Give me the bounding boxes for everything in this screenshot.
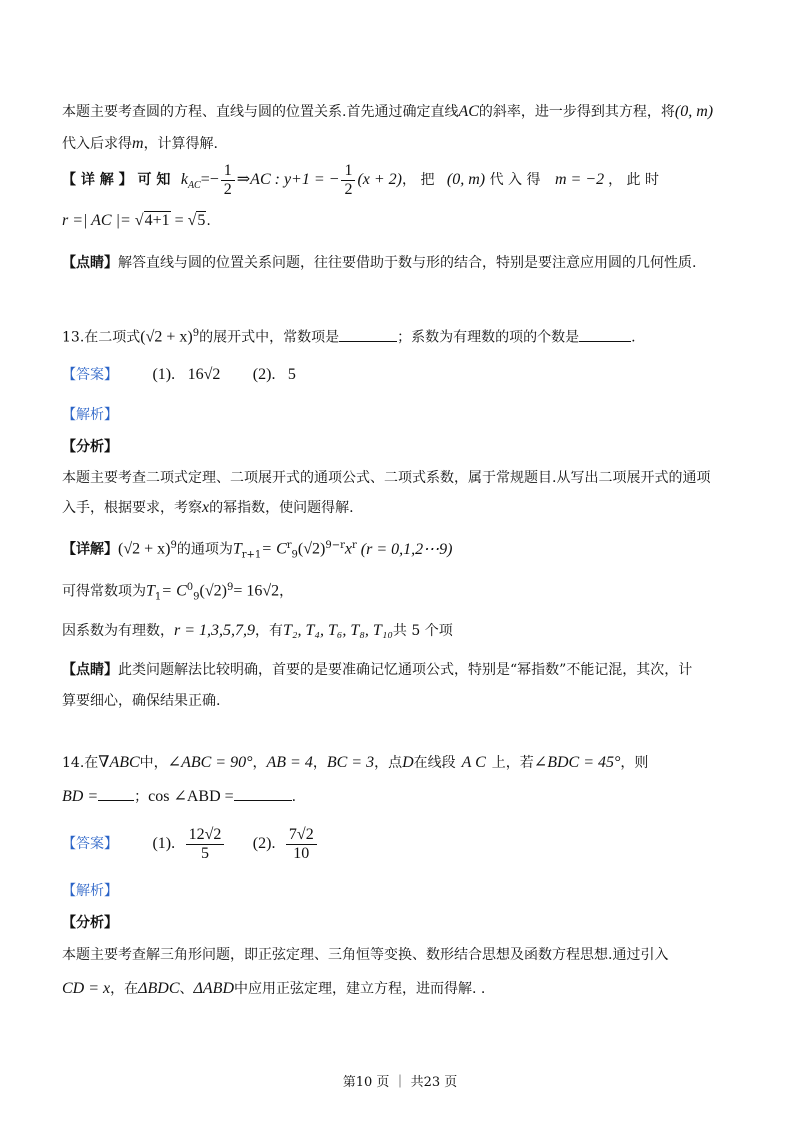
math: = √ — [170, 212, 197, 229]
text: 中， — [139, 755, 168, 771]
q14-fenxi-line-1: 本题主要考查解三角形问题，即正弦定理、三角恒等变换、数形结合思想及函数方程思想.通过引入 — [62, 947, 669, 963]
text: . — [291, 789, 297, 805]
analysis-line-2 — [62, 133, 218, 155]
detail-line-1 — [62, 160, 659, 206]
math: 9 — [192, 328, 200, 339]
q14-stem-line-2 — [62, 786, 296, 808]
math: m = −2 — [554, 171, 605, 188]
answer-value: 5 — [287, 366, 296, 383]
math: = 16√2 — [233, 582, 280, 600]
math: BC = 3 — [326, 754, 375, 771]
math: 9 — [170, 540, 177, 551]
math: ∇ABC — [98, 754, 140, 771]
text: 中应用正弦定理，建立方程，进而得解. . — [234, 981, 486, 997]
denominator: 10 — [293, 844, 310, 862]
text: 入手，根据要求，考察 — [62, 500, 202, 516]
math: (x + 2) — [357, 171, 402, 188]
text: 的通项为 — [176, 541, 233, 558]
q13-fenxi-line-2 — [62, 497, 354, 519]
numerator: 7√2 — [286, 826, 317, 845]
math: ∠BDC = 45° — [533, 754, 621, 771]
math: (√2 + x) — [140, 328, 193, 346]
math: (r = 0,1,2⋯9) — [360, 540, 453, 558]
text: 可得常数项为 — [62, 583, 146, 600]
math: (√2 + x) — [118, 540, 171, 558]
fraction-half: $\frac{1}{2}$ — [221, 162, 235, 199]
q13-rational-line — [62, 620, 453, 642]
q13-note-line-1 — [62, 659, 692, 681]
denominator: 5 — [200, 844, 209, 862]
fraction-half: $\frac{1}{2}$ — [341, 162, 355, 199]
math: D — [402, 754, 414, 771]
math: x — [202, 499, 210, 516]
k: k — [180, 171, 188, 188]
q13-answer — [62, 364, 296, 386]
answer-tag: 【答案】 — [62, 836, 118, 852]
math: 9 — [193, 591, 200, 603]
math: r+1 — [241, 549, 262, 561]
text: ， 此 时 — [608, 172, 659, 188]
k-sub: AC — [187, 180, 201, 192]
math: 9−r — [325, 540, 345, 551]
math: CD = x — [62, 980, 111, 997]
text: 解答直线与圆的位置关系问题，往往要借助于数与形的结合，特别是要注意应用圆的几何性质. — [118, 255, 697, 271]
answer-tag: 【答案】 — [62, 367, 118, 383]
page-footer: 第10 页 ｜ 共23 页 — [342, 1075, 458, 1090]
text: ； — [134, 789, 149, 805]
text: 、 — [179, 981, 194, 997]
math: r — [351, 540, 357, 551]
math: r — [286, 540, 292, 551]
math: ΔBDC — [138, 980, 180, 997]
answer-value: 16√2 — [187, 366, 221, 383]
answer-label: (1). — [152, 366, 176, 383]
q14-fenxi-line-2 — [62, 978, 485, 1000]
q13-const-line — [62, 577, 293, 608]
q13-detail-line — [62, 535, 452, 566]
math: A C — [461, 754, 486, 771]
q14-fenxi-tag: 【分析】 — [62, 915, 118, 931]
math: T — [146, 582, 155, 600]
q13-stem — [62, 323, 636, 349]
answer-blank — [234, 786, 292, 801]
note-tag: 【点睛】 — [62, 255, 118, 271]
math: r = 1,3,5,7,9 — [174, 622, 256, 639]
text: ，点 — [374, 755, 403, 771]
math: (0, m) — [446, 171, 486, 188]
math: T₂, T₄, T₆, T₈, T₁₀ — [283, 622, 393, 639]
math: BD = — [62, 788, 99, 805]
math: (0, m) — [674, 103, 714, 120]
k-ac — [180, 171, 201, 192]
q14-answer — [62, 822, 319, 866]
text: ，则 — [620, 755, 649, 771]
text: 在线段 — [413, 755, 456, 771]
text: ， 把 — [402, 172, 435, 188]
text: 14.在 — [62, 755, 99, 771]
text: 13.在二项式 — [62, 329, 141, 346]
answer-label: (2). — [252, 366, 276, 383]
math: cos ∠ABD = — [148, 788, 234, 805]
math: (√2) — [297, 540, 326, 558]
math: m — [132, 135, 144, 152]
answer-blank — [579, 327, 631, 342]
text: ，有 — [255, 623, 284, 639]
text: 代入后求得 — [62, 136, 132, 152]
text: ，计算得解. — [143, 136, 219, 152]
math: ΔABD — [193, 980, 235, 997]
arrow: ⇒ — [236, 171, 251, 188]
text: 的展开式中，常数项是 — [199, 329, 340, 346]
text: . — [631, 329, 636, 346]
math: AC — [458, 103, 479, 120]
detail-tag: 【详解】 — [62, 541, 118, 558]
math: 0 — [186, 582, 194, 593]
text: 共 5 个项 — [392, 623, 453, 639]
math: (√2) — [199, 582, 227, 600]
text: 上，若 — [491, 755, 534, 771]
answer-label: (1). — [152, 835, 176, 852]
q13-fenxi-tag: 【分析】 — [62, 439, 118, 455]
answer-blank — [98, 786, 134, 801]
q14-stem-line-1: 14.在∇ABC中，∠ABC = 90°，AB = 4，BC = 3，点D在线段 A C 上，若∠BDC = 45°，则 — [62, 754, 649, 771]
math: 5 — [197, 212, 206, 229]
text: 此类问题解法比较明确，首要的是要准确记忆通项公式，特别是“幂指数”不能记混，其次，计 — [118, 662, 693, 678]
q13-jiexi-tag: 【解析】 — [62, 407, 118, 423]
note-line — [62, 252, 696, 274]
math: x — [344, 540, 352, 558]
text: ，在 — [110, 981, 139, 997]
math: ∠ABC = 90° — [167, 754, 253, 771]
numerator: 12√2 — [186, 826, 225, 845]
math: 9 — [291, 549, 298, 561]
text: ， — [279, 583, 294, 600]
note-tag: 【点睛】 — [62, 662, 118, 678]
math: T — [232, 540, 242, 558]
math: AB = 4 — [266, 754, 313, 771]
math: = C — [161, 582, 187, 600]
q14-jiexi-tag: 【解析】 — [62, 883, 118, 899]
answer-blank — [339, 327, 397, 342]
text: . — [206, 213, 211, 229]
math: 1 — [154, 591, 162, 603]
answer-fraction-2 — [286, 826, 317, 863]
detail-tag: 【 详 解 】 可 知 — [62, 172, 171, 188]
text: 因系数为有理数， — [62, 623, 174, 639]
math: 9 — [226, 582, 234, 593]
text: 的斜率，进一步得到其方程，将 — [478, 104, 675, 120]
text: 的幂指数，使问题得解. — [209, 500, 354, 516]
text: 代 入 得 — [489, 172, 541, 188]
math: =− — [200, 171, 219, 188]
math: 4+1 — [144, 212, 170, 229]
math: = C — [261, 540, 287, 558]
answer-label: (2). — [252, 835, 276, 852]
q13-note-line-2: 算要细心，确保结果正确. — [62, 693, 221, 709]
analysis-line-1 — [62, 101, 713, 123]
detail-line-2 — [62, 210, 211, 232]
text: 本题主要考查圆的方程、直线与圆的位置关系.首先通过确定直线 — [62, 104, 459, 120]
text: ；系数为有理数的项的个数是 — [397, 329, 580, 346]
q13-fenxi-line-1: 本题主要考查二项式定理、二项展开式的通项公式、二项式系数，属于常规题目.从写出二项展开式的通项 — [62, 470, 711, 486]
math: AC : y+1 = − — [250, 171, 340, 188]
answer-fraction-1 — [186, 826, 225, 863]
math: r =| AC |= √ — [62, 212, 144, 229]
